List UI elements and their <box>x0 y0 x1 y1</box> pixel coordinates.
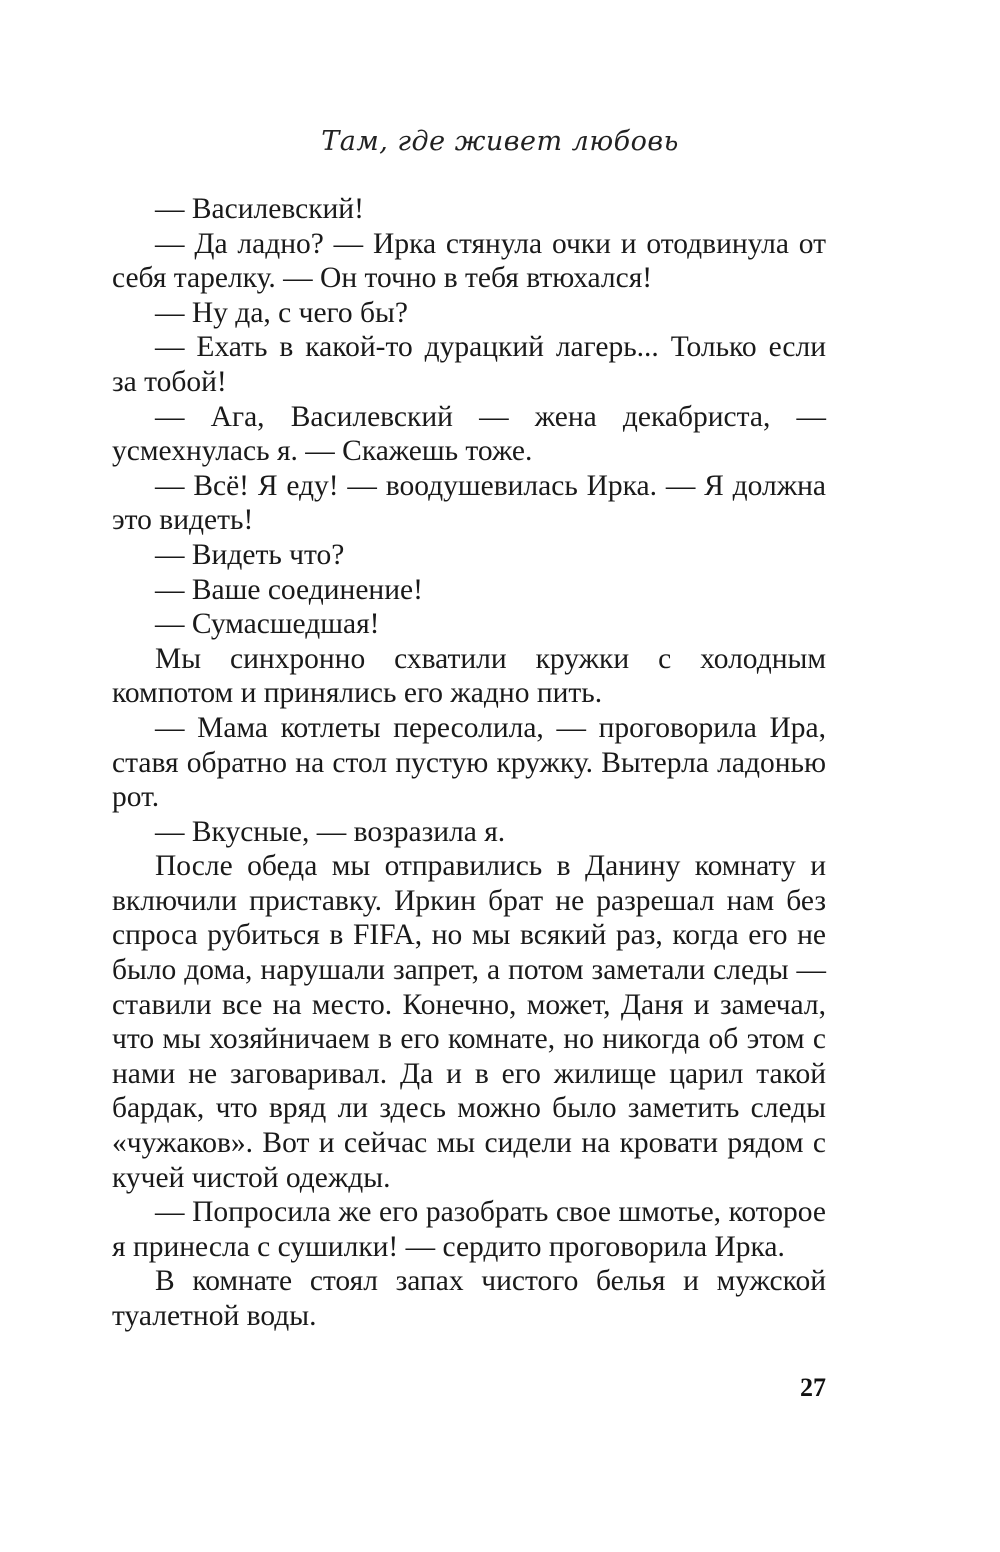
paragraph-1: — Василевский! <box>155 193 364 225</box>
paragraph-4: — Ехать в какой-то дурацкий лагерь... Только если за тобой! <box>112 331 826 398</box>
paragraph-2: — Да ладно? — Ирка стянула очки и отодвинула от себя тарелку. — Он точно в тебя втюхался! <box>112 227 826 295</box>
paragraph-14: — Попросила же его разобрать свое шмотье, которое я принесла с сушилки! — сердито проговорила Ирка. <box>112 1196 826 1263</box>
paragraph-15: В комнате стоял запах чистого белья и мужской туалетной воды. <box>112 1265 826 1332</box>
running-head: Там, где живет любовь <box>321 126 679 157</box>
paragraph-13: После обеда мы отправились в Данину комнату и включили приставку. Иркин брат не разрешал нам без спроса рубиться в FIFA, но мы всякий раз, когда его не было дома, нарушали запрет, а потом заметали следы — ставили все на место. Конечно, может, Даня и замечал, что мы хозяйничаем в его комнате, но никогда об этом с нами не заговаривал. Да и в его жилище царил такой бардак, что вряд ли здесь можно было заметить следы «чужаков». Вот и сейчас мы сидели на кровати рядом с кучей чистой одежды. <box>112 850 826 1194</box>
paragraph-3: — Ну да, с чего бы? <box>155 296 408 329</box>
paragraph-11: — Мама котлеты пересолила, — проговорила Ира, ставя обратно на стол пустую кружку. Вытерла ладонью рот. <box>112 711 826 814</box>
paragraph-6: — Всё! Я еду! — воодушевилась Ирка. — Я должна это видеть! <box>112 469 826 537</box>
paragraph-10: Мы синхронно схватили кружки с холодным компотом и принялись его жадно пить. <box>112 642 826 710</box>
body-text <box>112 192 826 1334</box>
paragraph-9: — Сумасшедшая! <box>155 608 380 641</box>
paragraph-5: — Ага, Василевский — жена декабриста, — усмехнулась я. — Скажешь тоже. <box>112 400 826 468</box>
paragraph-12: — Вкусные, — возразила я. <box>155 815 506 848</box>
paragraph-7: — Видеть что? <box>155 538 345 571</box>
page-number: 27 <box>800 1373 826 1402</box>
paragraph-8: — Ваше соединение! <box>155 573 423 606</box>
